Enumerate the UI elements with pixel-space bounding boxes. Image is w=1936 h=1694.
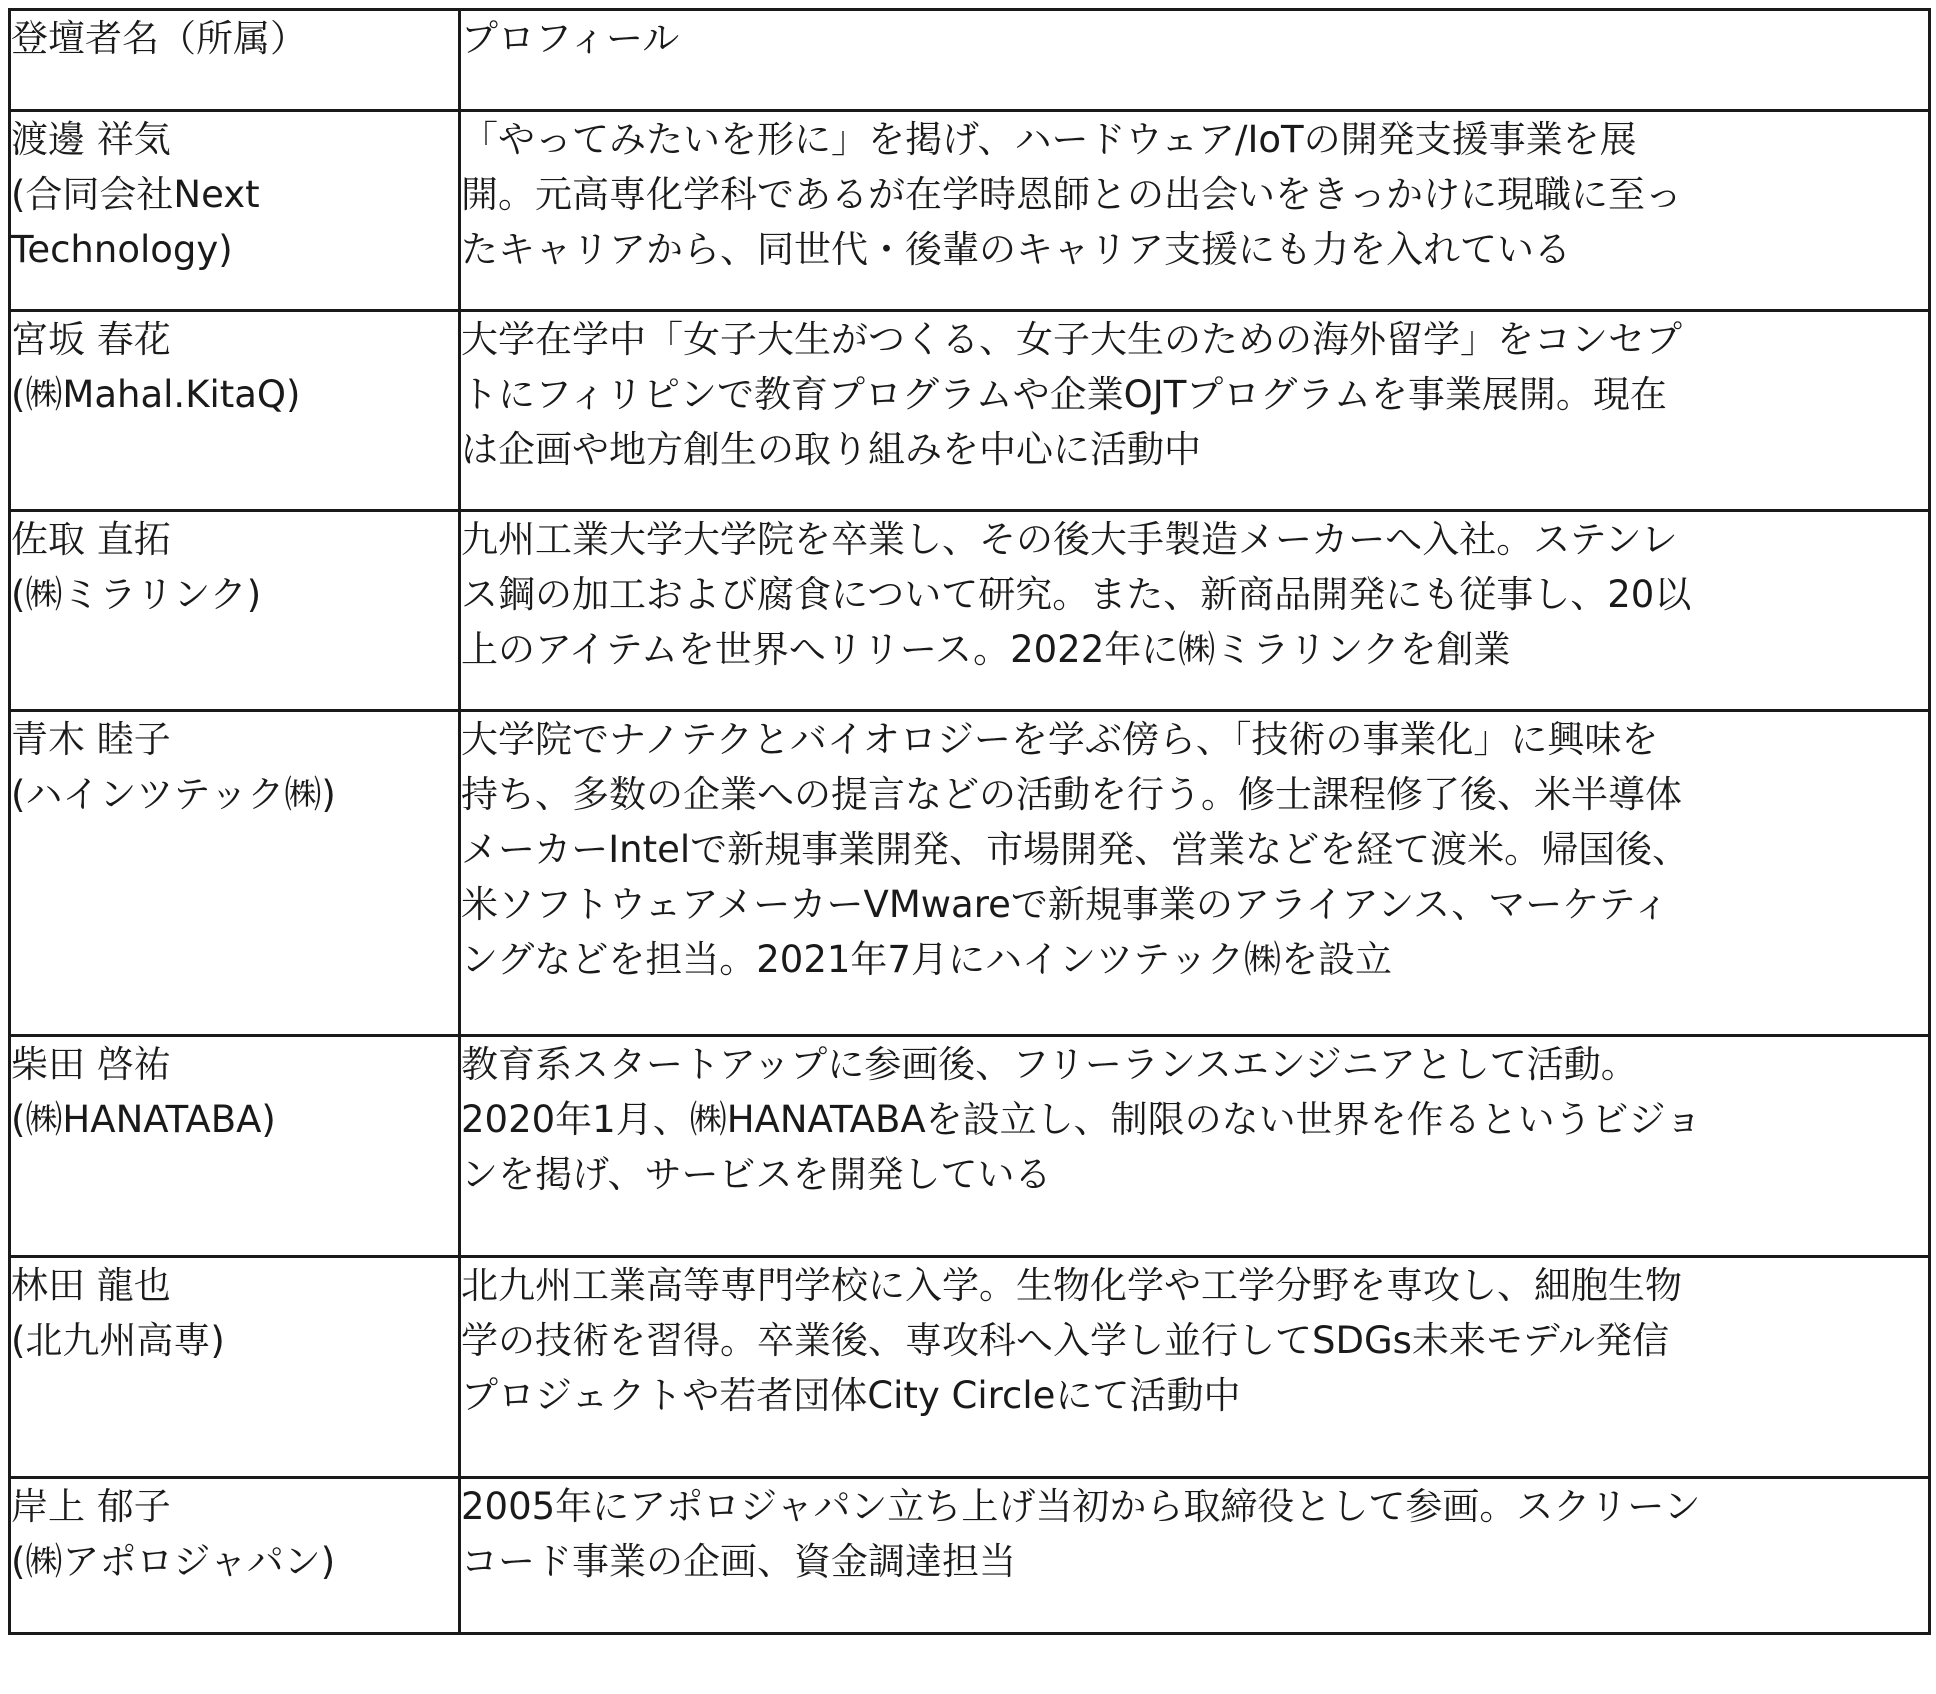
speaker-cell — [10, 311, 460, 511]
speaker-affiliation: (㈱ミラリンク) — [11, 573, 262, 616]
profile-line: 「やってみたいを形に」を掲げ、ハードウェア/IoTの開発支援事業を展 — [461, 118, 1637, 161]
table-row — [10, 1478, 1930, 1634]
profile-line: 教育系スタートアップに参画後、フリーランスエンジニアとして活動。 — [461, 1043, 1638, 1086]
profile-cell — [460, 711, 1930, 1036]
speaker-cell — [10, 711, 460, 1036]
speaker-cell — [10, 1478, 460, 1634]
profile-line: は企画や地方創生の取り組みを中心に活動中 — [461, 428, 1201, 471]
profile-line: 持ち、多数の企業への提言などの活動を行う。修士課程修了後、米半導体 — [461, 773, 1682, 816]
profile-cell — [460, 1478, 1930, 1634]
table-header-row — [10, 10, 1930, 111]
profile-line: 九州工業大学大学院を卒業し、その後大手製造メーカーへ入社。ステンレ — [461, 518, 1678, 561]
speaker-cell — [10, 511, 460, 711]
column-header-speaker: 登壇者名（所属） — [10, 10, 460, 111]
profile-cell — [460, 511, 1930, 711]
speaker-name: 柴田 啓祐 — [11, 1043, 171, 1086]
profile-cell — [460, 1257, 1930, 1478]
table-row — [10, 1257, 1930, 1478]
profile-line: ス鋼の加工および腐食について研究。また、新商品開発にも従事し、20以 — [461, 573, 1692, 616]
speaker-affiliation: Technology) — [11, 228, 233, 271]
profile-line: 大学院でナノテクとバイオロジーを学ぶ傍ら、「技術の事業化」に興味を — [461, 718, 1659, 761]
profile-line: メーカーIntelで新規事業開発、市場開発、営業などを経て渡米。帰国後、 — [461, 828, 1690, 871]
profile-line: ングなどを担当。2021年7月にハインツテック㈱を設立 — [461, 938, 1392, 981]
profile-line: 北九州工業高等専門学校に入学。生物化学や工学分野を専攻し、細胞生物 — [461, 1264, 1682, 1307]
profile-line: トにフィリピンで教育プログラムや企業OJTプログラムを事業展開。現在 — [461, 373, 1667, 416]
table-row — [10, 311, 1930, 511]
speaker-table-wrapper — [8, 8, 1931, 1635]
speaker-affiliation: (合同会社Next — [11, 173, 260, 216]
profile-line: 2005年にアポロジャパン立ち上げ当初から取締役として参画。スクリーン — [461, 1485, 1701, 1528]
profile-cell — [460, 1036, 1930, 1257]
speaker-name: 佐取 直拓 — [11, 518, 171, 561]
speaker-name: 岸上 郁子 — [11, 1485, 171, 1528]
profile-line: ンを掲げ、サービスを開発している — [461, 1153, 1052, 1196]
profile-line: プロジェクトや若者団体City Circleにて活動中 — [461, 1374, 1241, 1417]
speaker-affiliation: (㈱Mahal.KitaQ) — [11, 373, 301, 416]
speaker-name: 林田 龍也 — [11, 1264, 171, 1307]
speaker-affiliation: (㈱HANATABA) — [11, 1098, 276, 1141]
speaker-cell — [10, 111, 460, 311]
profile-line: 2020年1月、㈱HANATABAを設立し、制限のない世界を作るというビジョ — [461, 1098, 1702, 1141]
profile-line: たキャリアから、同世代・後輩のキャリア支援にも力を入れている — [461, 228, 1571, 271]
profile-line: コード事業の企画、資金調達担当 — [461, 1540, 1016, 1583]
table-row — [10, 1036, 1930, 1257]
table-row — [10, 111, 1930, 311]
speaker-cell — [10, 1257, 460, 1478]
speaker-table — [8, 8, 1931, 1635]
table-row — [10, 711, 1930, 1036]
speaker-name: 渡邊 祥気 — [11, 118, 171, 161]
speaker-affiliation: (ハインツテック㈱) — [11, 773, 336, 816]
profile-line: 上のアイテムを世界へリリース。2022年に㈱ミラリンクを創業 — [461, 628, 1511, 671]
profile-cell — [460, 311, 1930, 511]
column-header-profile: プロフィール — [460, 10, 1930, 111]
speaker-name: 宮坂 春花 — [11, 318, 171, 361]
speaker-cell — [10, 1036, 460, 1257]
profile-cell — [460, 111, 1930, 311]
profile-line: 大学在学中「女子大生がつくる、女子大生のための海外留学」をコンセプ — [461, 318, 1682, 361]
speaker-affiliation: (㈱アポロジャパン) — [11, 1540, 336, 1583]
profile-line: 学の技術を習得。卒業後、専攻科へ入学し並行してSDGs未来モデル発信 — [461, 1319, 1670, 1362]
profile-line: 米ソフトウェアメーカーVMwareで新規事業のアライアンス、マーケティ — [461, 883, 1670, 926]
table-row — [10, 511, 1930, 711]
speaker-affiliation: (北九州高専) — [11, 1319, 225, 1362]
profile-line: 開。元高専化学科であるが在学時恩師との出会いをきっかけに現職に至っ — [461, 173, 1682, 216]
speaker-name: 青木 睦子 — [11, 718, 171, 761]
